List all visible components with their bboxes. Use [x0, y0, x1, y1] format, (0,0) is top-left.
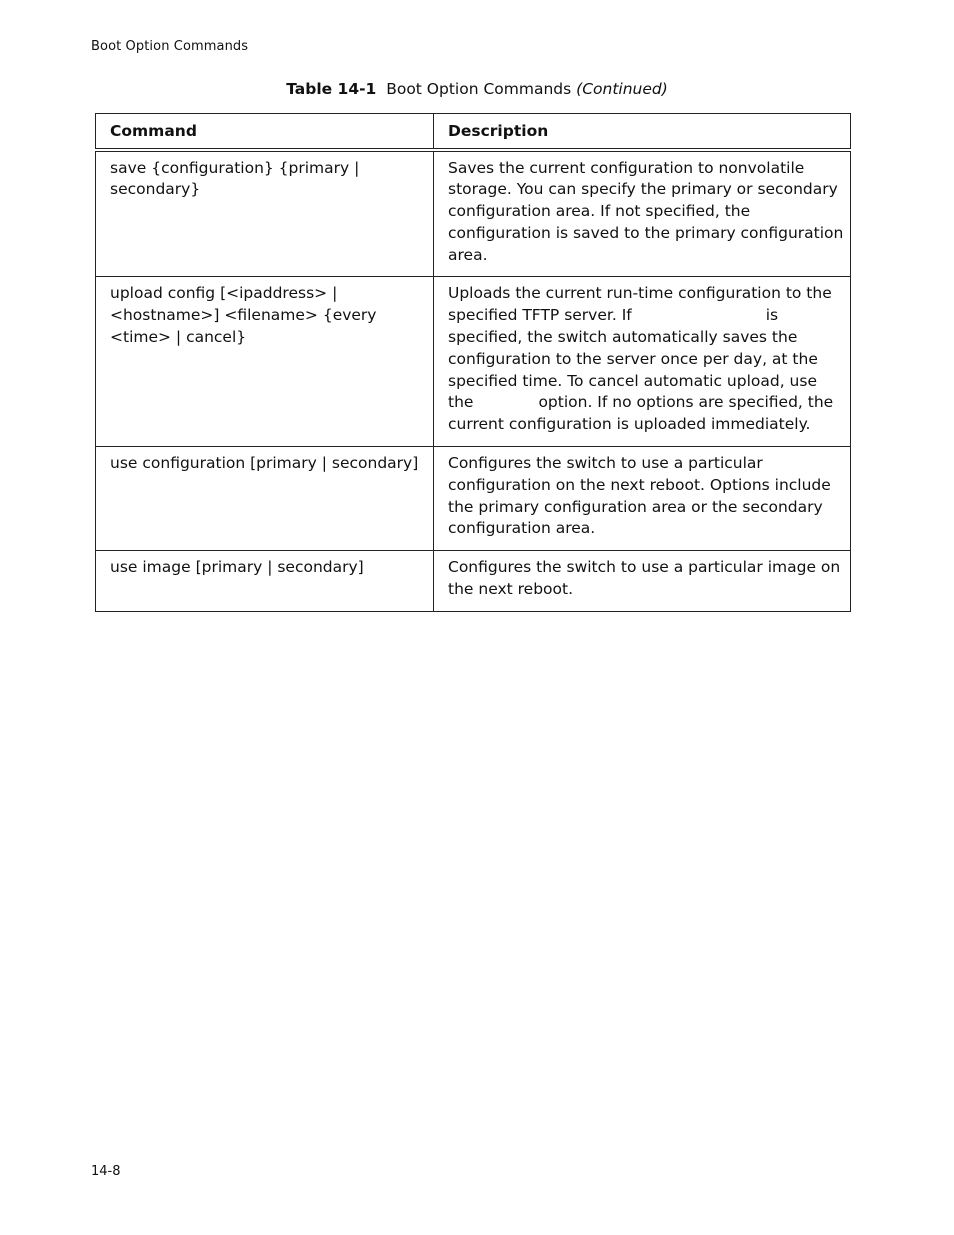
description-text-part: Uploads the current run-time configuration to the specified TFTP server. If — [448, 284, 832, 325]
command-cell: upload config [<ipaddress> | <hostname>] <filename> {every <time> | cancel} — [96, 277, 434, 447]
table-row — [96, 277, 851, 447]
table-continued-note: (Continued) — [576, 80, 668, 98]
description-cell: Configures the switch to use a particular configuration on the next reboot. Options include the primary configuration area or the secondary configuration area. — [434, 447, 851, 551]
table-row — [96, 447, 851, 551]
column-header-description: Description — [434, 114, 851, 150]
page-number: 14-8 — [91, 1164, 121, 1179]
description-text-part: option. If no options are specified, the current configuration is uploaded immediately. — [448, 393, 834, 434]
boot-option-commands-table — [95, 113, 851, 612]
running-header: Boot Option Commands — [91, 39, 249, 54]
table-row — [96, 150, 851, 277]
table-title: Boot Option Commands — [386, 80, 572, 98]
table-row — [96, 551, 851, 612]
description-cell: Saves the current configuration to nonvolatile storage. You can specify the primary or secondary configuration area. If not specified, the configuration is saved to the primary configuration area. — [434, 150, 851, 277]
command-cell: use configuration [primary | secondary] — [96, 447, 434, 551]
table-header-row — [96, 114, 851, 150]
column-header-command: Command — [96, 114, 434, 150]
command-cell: save {configuration} {primary | secondary} — [96, 150, 434, 277]
table-number: Table 14-1 — [286, 80, 377, 98]
description-cell — [434, 277, 851, 447]
table-caption — [0, 80, 954, 98]
command-cell: use image [primary | secondary] — [96, 551, 434, 612]
description-cell: Configures the switch to use a particular image on the next reboot. — [434, 551, 851, 612]
description-text-part: is specified, the switch automatically saves the configuration to the server once per day, at the specified time. To cancel automatic upload, use the — [448, 306, 818, 412]
